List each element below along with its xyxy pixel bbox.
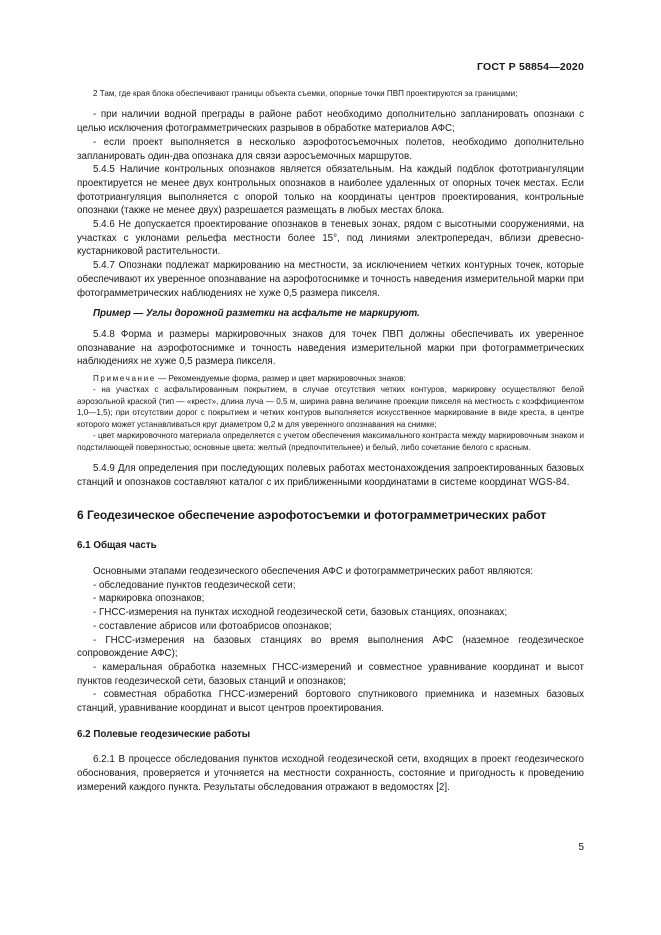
subsection-6-1-heading: 6.1 Общая часть: [77, 540, 157, 552]
document-header: ГОСТ Р 58854—2020: [476, 61, 584, 73]
list-item: - камеральная обработка наземных ГНСС-измерений и совместное уравнивание координат и высот пунктов геодезической сети, базовых станций и опознаков;: [77, 661, 584, 687]
paragraph-5-4-8: 5.4.8 Форма и размеры маркировочных знаков для точек ПВП должны обеспечивать их уверенное опознавание на аэрофотоснимке и точность наведения измерительной марки при фотограмметрических наблюдениях не хуже 0,5 размера пикселя.: [77, 328, 584, 368]
bullet-water-barrier: - при наличии водной преграды в районе работ необходимо дополнительно запланировать опознаки с целью исключения фотограмметрических разрывов в обработке материалов АФС;: [77, 109, 584, 135]
paragraph-6-2-1: 6.2.1 В процессе обследования пунктов исходной геодезической сети, входящих в проект геодезического обоснования, проверяется и уточняется на местности сохранность, состояние и пригодность к проведению измерений каждого пункта. Результаты обследования отражают в ведомостях [2].: [77, 754, 584, 793]
paragraph-5-4-7: 5.4.7 Опознаки подлежат маркированию на местности, за исключением четких контурных точек, которые обеспечивают их уверенное опознавание на аэрофотоснимке и точность наведения измерительной марки при фотограмметрических наблюдениях не хуже 0,5 размера пикселя.: [77, 260, 584, 299]
list-item: - ГНСС-измерения на пунктах исходной геодезической сети, базовых станциях, опознаках;: [93, 607, 508, 619]
subsection-6-2-heading: 6.2 Полевые геодезические работы: [77, 728, 251, 740]
note-2: 2 Там, где края блока обеспечивают границы объекта съемки, опорные точки ПВП проектируются за границами;: [93, 89, 518, 98]
paragraph-5-4-6: 5.4.6 Не допускается проектирование опознаков в теневых зонах, рядом с высотными сооружениями, на участках с уклонами рельефа местности более 15°, под линиями электропередач, вблизи древесно-кустарниковой растительности.: [77, 219, 584, 258]
note-label: Примечание: [93, 374, 156, 384]
paragraph-5-4-9: 5.4.9 Для определения при последующих полевых работах местонахождения запроектированных базовых станций и опознаков составляют каталог с их приближенными координатами в системе координат WGS-84.: [77, 462, 584, 488]
list-item: - обследование пунктов геодезической сети;: [93, 579, 296, 591]
section-6-1-intro: Основными этапами геодезического обеспечения АФС и фотограмметрических работ являются:: [93, 566, 533, 578]
list-item: - составление абрисов или фотоабрисов опознаков;: [93, 620, 332, 632]
page-number: 5: [578, 842, 584, 853]
list-item: - ГНСС-измерения на базовых станциях во время выполнения АФС (наземное геодезическое сопровождение АФС);: [77, 634, 584, 660]
note-block: [77, 373, 584, 384]
paragraph-5-4-5: 5.4.5 Наличие контрольных опознаков является обязательным. На каждый подблок фототриангуляции проектируется не менее двух контрольных опознаков в наиболее удаленных от опорных точек местах. Если фототриангуляция выполняется с опорой только на координаты центров проектирования, контрольные опознаки (также не менее двух) разрешается размещать в любых местах блока.: [77, 164, 584, 217]
bullet-multiple-flights: - если проект выполняется в несколько аэрофотосъемочных полетов, необходимо дополнительно запланировать один-два опознака для связи аэросъемочных маршрутов.: [77, 136, 584, 162]
page-content: [77, 88, 584, 795]
note-bullet-asphalt: - на участках с асфальтированным покрытием, в случае отсутствия четких контуров, маркировку осуществляют белой аэрозольной краской (тип — «крест», длина луча — 0,5 м, ширина равна величине проекции пикселя на местность с коэффициентом 1,0—1,5); при отсутствии дорог с покрытием и четких контуров выполняется искусственное маркирование в виде креста, в центре которого может устанавливаться круг диаметром 0,2 м для уверенного опознавания на снимке;: [77, 385, 584, 429]
note-intro: — Рекомендуемые форма, размер и цвет маркировочных знаков:: [155, 374, 406, 384]
example-note: Пример — Углы дорожной разметки на асфальте не маркируют.: [93, 308, 420, 320]
list-item: - маркировка опознаков;: [93, 593, 205, 605]
note-bullet-color: - цвет маркировочного материала определяется с учетом обеспечения максимального контраста между маркировочным знаком и подстилающей поверхностью; основные цвета: желтый (предпочтительнее) и белый, либо сочетание белого с красным.: [77, 431, 584, 452]
list-item: - совместная обработка ГНСС-измерений бортового спутникового приемника и наземных базовых станций, уравнивание координат и высот центров проектирования.: [77, 689, 584, 715]
section-6-heading: 6 Геодезическое обеспечение аэрофотосъемки и фотограмметрических работ: [77, 508, 547, 523]
